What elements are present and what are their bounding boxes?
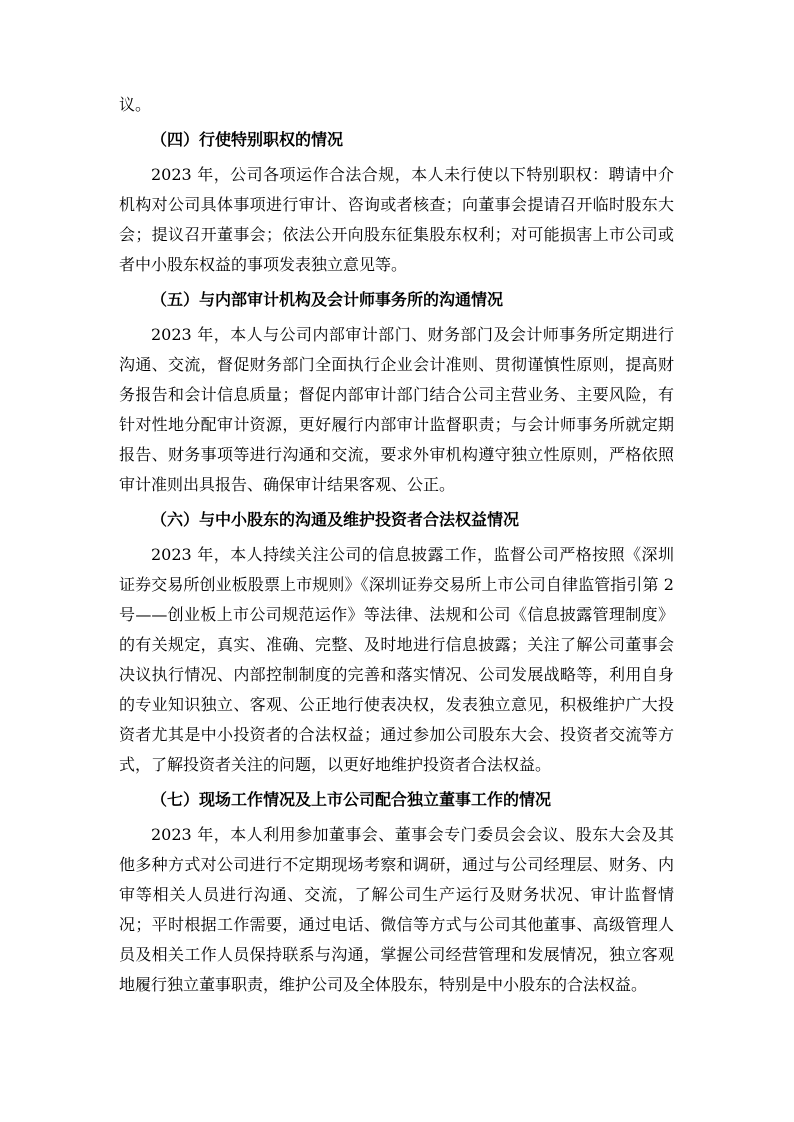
section-body-onsite-work: 2023 年，本人利用参加董事会、董事会专门委员会会议、股东大会及其他多种方式对公司进行不定期现场考察和调研，通过与公司经理层、财务、内审等相关人员进行沟通、交流，了解公司生产运行及财务状况、审计监督情况；平时根据工作需要，通过电话、微信等方式与公司其他董事、高级管理人员及相关工作人员保持联系与沟通，掌握公司经营管理和发展情况，独立客观地履行独立董事职责，维护公司及全体股东，特别是中小股东的合法权益。 — [119, 825, 674, 994]
continuation-text: 议。 — [119, 95, 152, 114]
section-body-audit-communication: 2023 年，本人与公司内部审计部门、财务部门及会计师事务所定期进行沟通、交流，督促财务部门全面执行企业会计准则、贯彻谨慎性原则，提高财务报告和会计信息质量；督促内部审计部门结合公司主营业务、主要风险，有针对性地分配审计资源，更好履行内部审计监督职责；与会计师事务所就定期报告、财务事项等进行沟通和交流，要求外审机构遵守独立性原则，严格依照审计准则出具报告、确保审计结果客观、公正。 — [119, 325, 674, 494]
section-heading-special-powers: （四）行使特别职权的情况 — [151, 130, 344, 149]
section-heading-audit-communication: （五）与内部审计机构及会计师事务所的沟通情况 — [151, 290, 504, 309]
section-heading-minority-shareholders: （六）与中小股东的沟通及维护投资者合法权益情况 — [151, 510, 520, 529]
section-body-special-powers: 2023 年，公司各项运作合法合规，本人未行使以下特别职权：聘请中介机构对公司具体事项进行审计、咨询或者核查；向董事会提请召开临时股东大会；提议召开董事会；依法公开向股东征集股东权利；对可能损害上市公司或者中小股东权益的事项发表独立意见等。 — [119, 165, 674, 274]
section-body-minority-shareholders: 2023 年，本人持续关注公司的信息披露工作，监督公司严格按照《深圳证券交易所创业板股票上市规则》《深圳证券交易所上市公司自律监管指引第 2 号——创业板上市公司规范运作》等法律、法规和公司《信息披露管理制度》的有关规定，真实、准确、完整、及时地进行信息披露；关注了解公司董事会决议执行情况、内部控制制度的完善和落实情况、公司发展战略等，利用自身的专业知识独立、客观、公正地行使表决权，发表独立意见，积极维护广大投资者尤其是中小投资者的合法权益；通过参加公司股东大会、投资者交流等方式，了解投资者关注的问题，以更好地维护投资者合法权益。 — [119, 545, 674, 774]
section-heading-onsite-work: （七）现场工作情况及上市公司配合独立董事工作的情况 — [151, 790, 552, 809]
